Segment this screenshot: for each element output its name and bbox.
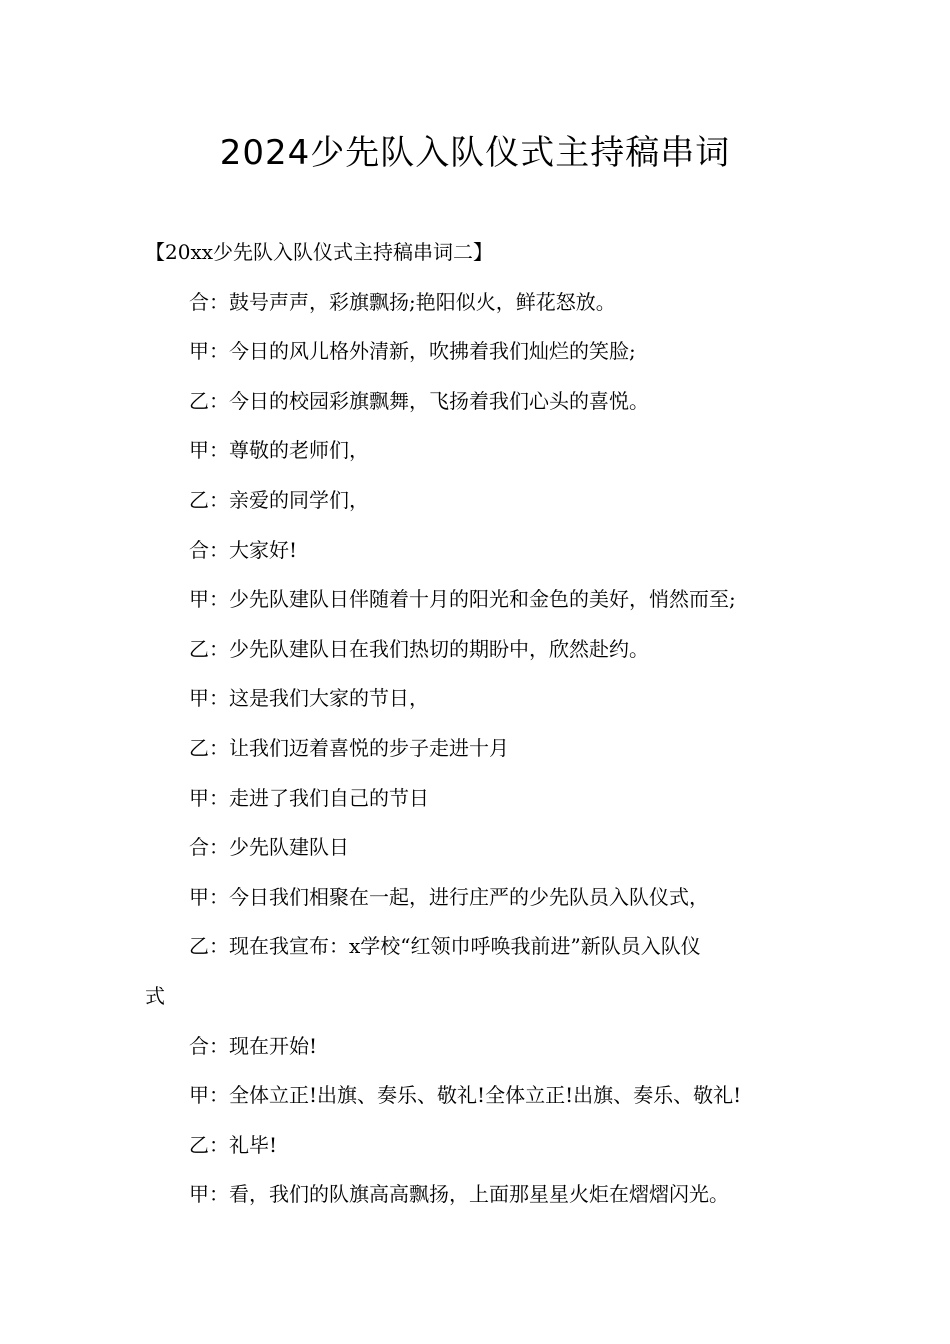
- script-line: 乙：今日的校园彩旗飘舞，飞扬着我们心头的喜悦。: [189, 388, 649, 413]
- script-line: 乙：少先队建队日在我们热切的期盼中，欣然赴约。: [189, 636, 649, 661]
- script-line: 乙：礼毕!: [189, 1132, 278, 1157]
- script-line: 甲：看，我们的队旗高高飘扬，上面那星星火炬在熠熠闪光。: [189, 1182, 729, 1207]
- script-line: 乙：现在我宣布：x学校“红领巾呼唤我前进”新队员入队仪: [189, 934, 701, 959]
- script-line: 乙：让我们迈着喜悦的步子走进十月: [189, 735, 509, 760]
- script-line: 合：鼓号声声，彩旗飘扬;艳阳似火，鲜花怒放。: [189, 289, 616, 314]
- script-line: 甲：今日的风儿格外清新，吹拂着我们灿烂的笑脸;: [189, 339, 636, 364]
- script-line: 甲：走进了我们自己的节日: [189, 785, 429, 810]
- script-line: 合：少先队建队日: [189, 835, 349, 860]
- script-line: 合：现在开始!: [189, 1033, 318, 1058]
- document-title: 2024少先队入队仪式主持稿串词: [219, 133, 731, 173]
- document-body: [145, 228, 817, 1220]
- script-line: 甲：少先队建队日伴随着十月的阳光和金色的美好，悄然而至;: [189, 587, 736, 612]
- script-line: 乙：亲爱的同学们，: [189, 487, 369, 512]
- script-line: 甲：尊敬的老师们，: [189, 438, 369, 463]
- script-line: 合：大家好!: [189, 537, 298, 562]
- script-line: 甲：全体立正!出旗、奏乐、敬礼!全体立正!出旗、奏乐、敬礼!: [189, 1083, 742, 1108]
- script-line: 甲：这是我们大家的节日，: [189, 686, 429, 711]
- script-line-continuation: 式: [145, 983, 165, 1008]
- script-line: 甲：今日我们相聚在一起，进行庄严的少先队员入队仪式，: [189, 884, 709, 909]
- section-heading: 【20xx少先队入队仪式主持稿串词二】: [145, 240, 494, 264]
